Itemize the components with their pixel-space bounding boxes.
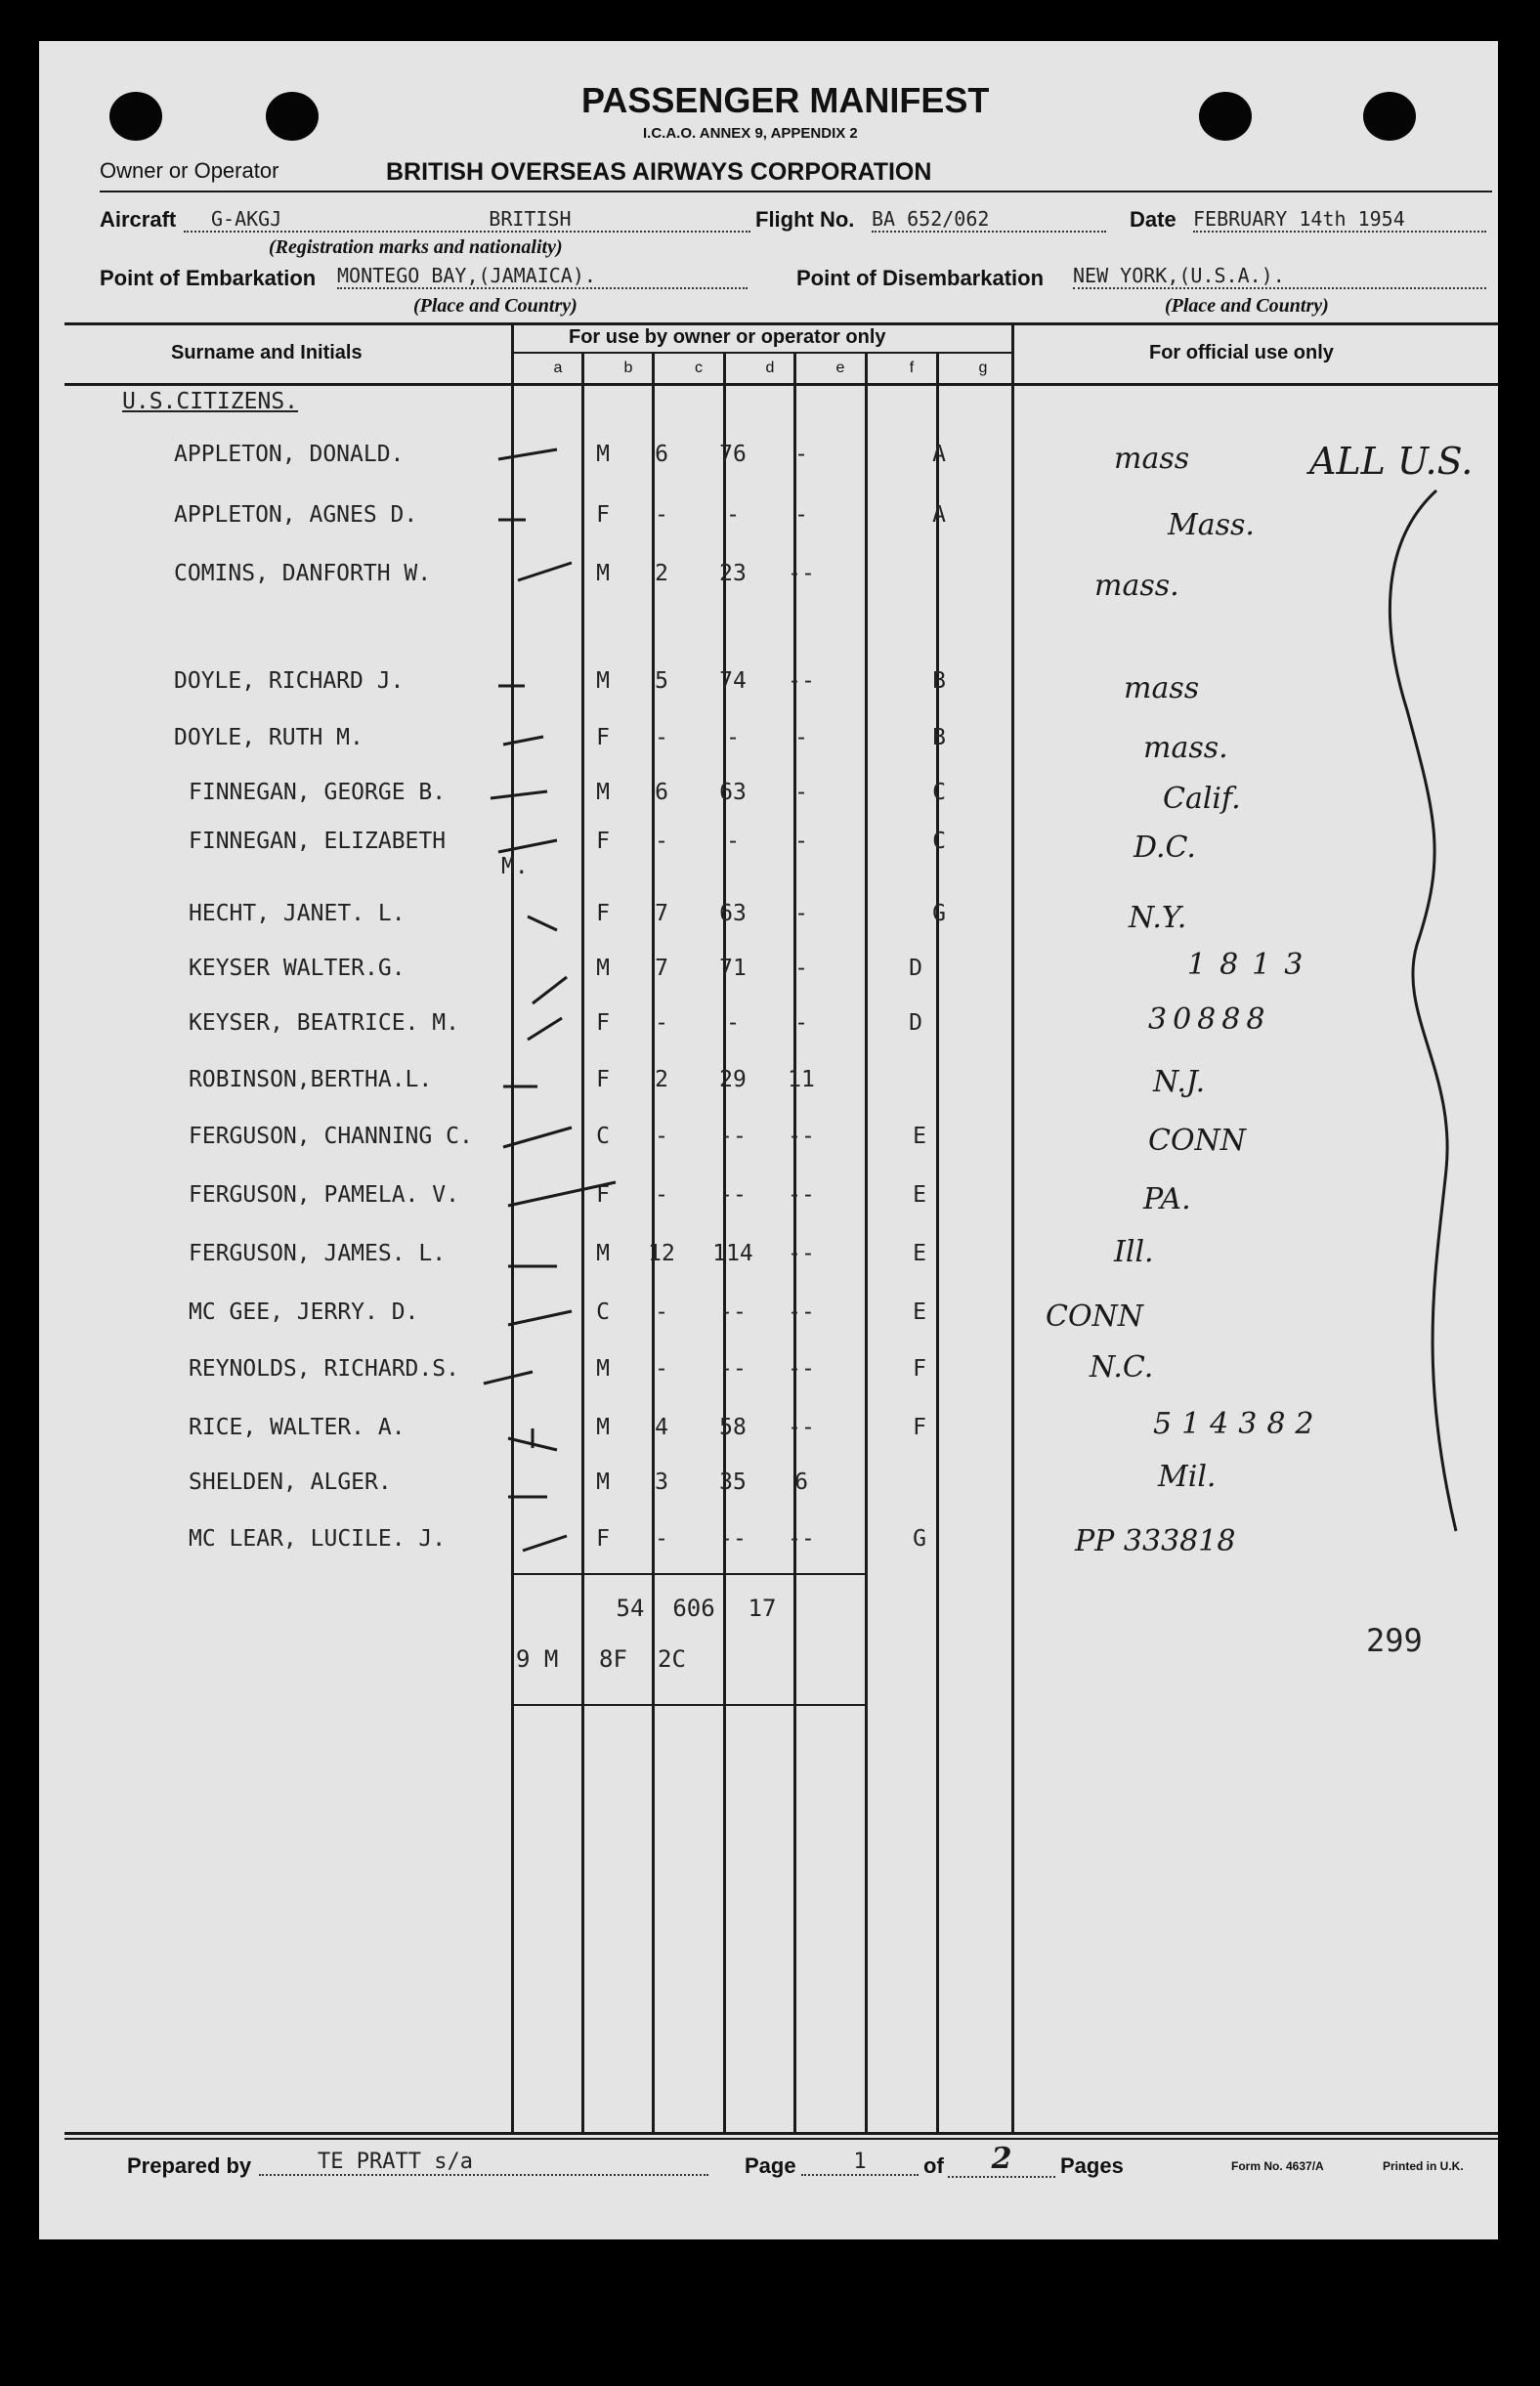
registration-caption: (Registration marks and nationality) — [269, 236, 563, 258]
cell-f: F — [913, 1356, 926, 1382]
cell-a: C — [596, 1300, 610, 1325]
of-label: of — [923, 2153, 944, 2178]
cell-f: A — [932, 442, 946, 467]
cell-d: - — [794, 780, 808, 805]
passenger-name: SHELDEN, ALGER. — [189, 1470, 392, 1495]
cell-c: 23 — [719, 561, 747, 586]
col-g-header: g — [978, 360, 988, 376]
page-label: Page — [745, 2153, 796, 2178]
all-us-note: ALL U.S. — [1309, 440, 1474, 483]
total-children: 2C — [658, 1645, 686, 1673]
official-note: Mass. — [1168, 508, 1255, 542]
pages-label: Pages — [1060, 2153, 1124, 2178]
cell-a: F — [596, 1010, 610, 1036]
cell-a: F — [596, 1067, 610, 1092]
passenger-name: DOYLE, RICHARD J. — [174, 668, 405, 694]
passenger-name: DOYLE, RUTH M. — [174, 725, 364, 750]
cell-c: -- — [719, 1356, 747, 1382]
cell-a: F — [596, 1182, 610, 1208]
cell-a: M — [596, 1356, 610, 1382]
cell-d: - — [794, 502, 808, 528]
official-note: mass. — [1143, 731, 1228, 765]
col-d-header: d — [765, 360, 775, 376]
passenger-name: ROBINSON,BERTHA.L. — [189, 1067, 433, 1092]
cell-c: - — [726, 829, 740, 854]
cell-b: 6 — [655, 780, 668, 805]
operator-header: For use by owner or operator only — [569, 326, 886, 348]
cell-f: C — [932, 829, 946, 854]
cell-c: 71 — [719, 956, 747, 981]
passenger-name: KEYSER WALTER.G. — [189, 956, 406, 981]
disembarkation-value: NEW YORK,(U.S.A.). — [1073, 264, 1486, 289]
manifest-title: PASSENGER MANIFEST — [581, 80, 990, 120]
total-c: 606 — [672, 1595, 715, 1622]
passenger-name: FINNEGAN, GEORGE B. — [189, 780, 447, 805]
col-c-header: c — [695, 360, 703, 376]
official-note: N.C. — [1090, 1350, 1154, 1385]
cell-f: B — [932, 725, 946, 750]
official-note: mass — [1124, 671, 1200, 705]
total-female: 8F — [599, 1645, 627, 1673]
cell-f: D — [909, 1010, 922, 1036]
cell-b: 6 — [655, 442, 668, 467]
cell-b: - — [655, 1182, 668, 1208]
cell-b: - — [655, 502, 668, 528]
passenger-name: REYNOLDS, RICHARD.S. — [189, 1356, 459, 1382]
embarkation-label: Point of Embarkation — [100, 266, 317, 290]
cell-a: F — [596, 725, 610, 750]
flight-value: BA 652/062 — [872, 207, 1106, 233]
cell-b: - — [655, 1010, 668, 1036]
cell-d: -- — [788, 1124, 815, 1149]
cell-a: M — [596, 1470, 610, 1495]
manifest-page — [39, 41, 1498, 2239]
passenger-name: FERGUSON, PAMELA. V. — [189, 1182, 459, 1208]
embarkation-value: MONTEGO BAY,(JAMAICA). — [337, 264, 748, 289]
cell-d: - — [794, 442, 808, 467]
cell-d: - — [794, 829, 808, 854]
cell-b: - — [655, 829, 668, 854]
cell-f: C — [932, 780, 946, 805]
cell-f: A — [932, 502, 946, 528]
official-note: mass. — [1094, 569, 1179, 603]
cell-a: F — [596, 901, 610, 926]
total-d: 17 — [748, 1595, 777, 1622]
official-note: Mil. — [1158, 1460, 1217, 1494]
form-number: Form No. 4637/A — [1231, 2159, 1324, 2173]
cell-d: -- — [788, 668, 815, 694]
group-label: U.S.CITIZENS. — [122, 389, 299, 414]
cell-a: M — [596, 668, 610, 694]
cell-b: - — [655, 1526, 668, 1552]
total-b: 54 — [616, 1595, 645, 1622]
cell-b: 5 — [655, 668, 668, 694]
official-note: 30888 — [1148, 1002, 1271, 1037]
col-e-header: e — [835, 360, 845, 376]
place-caption-left: (Place and Country) — [413, 295, 578, 317]
date-value: FEBRUARY 14th 1954 — [1193, 207, 1486, 233]
official-note: Calif. — [1163, 782, 1241, 816]
cell-f: G — [913, 1526, 926, 1552]
prepared-label: Prepared by — [127, 2153, 252, 2178]
passenger-name: FERGUSON, CHANNING C. — [189, 1124, 473, 1149]
official-header: For official use only — [1149, 342, 1334, 363]
official-note: N.J. — [1153, 1065, 1206, 1099]
official-note: D.C. — [1134, 831, 1196, 865]
cell-c: 29 — [719, 1067, 747, 1092]
col-a-header: a — [553, 360, 563, 376]
cell-b: 2 — [655, 561, 668, 586]
total-male: 9 M — [516, 1645, 559, 1673]
cell-a: C — [596, 1124, 610, 1149]
cell-d: - — [794, 956, 808, 981]
cell-c: 35 — [719, 1470, 747, 1495]
cell-a: M — [596, 442, 610, 467]
cell-b: - — [655, 1356, 668, 1382]
cell-b: 12 — [648, 1241, 675, 1266]
cell-d: - — [794, 901, 808, 926]
cell-c: 63 — [719, 780, 747, 805]
cell-c: - — [726, 725, 740, 750]
place-caption-right: (Place and Country) — [1165, 295, 1329, 317]
cell-b: - — [655, 725, 668, 750]
passenger-name: FERGUSON, JAMES. L. — [189, 1241, 447, 1266]
cell-c: 76 — [719, 442, 747, 467]
cell-c: -- — [719, 1124, 747, 1149]
cell-a: F — [596, 1526, 610, 1552]
col-b-header: b — [623, 360, 633, 376]
cell-c: 63 — [719, 901, 747, 926]
prepared-value: TE PRATT s/a — [259, 2150, 708, 2176]
passenger-name-continuation: M. — [501, 854, 529, 879]
cell-b: 7 — [655, 956, 668, 981]
cell-b: 2 — [655, 1067, 668, 1092]
cell-c: 74 — [719, 668, 747, 694]
owner-label: Owner or Operator — [100, 158, 279, 183]
cell-f: E — [913, 1124, 926, 1149]
cell-d: 11 — [788, 1067, 815, 1092]
official-note: PP 333818 — [1075, 1524, 1236, 1558]
cell-f: F — [913, 1415, 926, 1440]
cell-b: 3 — [655, 1470, 668, 1495]
official-note: mass — [1114, 442, 1190, 476]
manifest-subtitle: I.C.A.O. ANNEX 9, APPENDIX 2 — [643, 125, 858, 142]
cell-f: D — [909, 956, 922, 981]
disembarkation-label: Point of Disembarkation — [796, 266, 1045, 290]
flight-label: Flight No. — [755, 207, 855, 232]
cell-d: -- — [788, 1241, 815, 1266]
cell-f: G — [932, 901, 946, 926]
passenger-name: MC LEAR, LUCILE. J. — [189, 1526, 447, 1552]
passenger-name: KEYSER, BEATRICE. M. — [189, 1010, 459, 1036]
cell-d: -- — [788, 1300, 815, 1325]
passenger-name: APPLETON, DONALD. — [174, 442, 405, 467]
official-note: 1813 — [1187, 948, 1317, 982]
cell-a: M — [596, 1241, 610, 1266]
cell-d: 6 — [794, 1470, 808, 1495]
passenger-name: APPLETON, AGNES D. — [174, 502, 418, 528]
aircraft-field: G-AKGJ BRITISH — [184, 207, 750, 233]
cell-d: -- — [788, 1526, 815, 1552]
cell-b: 7 — [655, 901, 668, 926]
cell-c: 58 — [719, 1415, 747, 1440]
date-label: Date — [1130, 207, 1176, 232]
official-note: PA. — [1143, 1182, 1191, 1216]
surname-header: Surname and Initials — [171, 342, 363, 363]
passenger-name: FINNEGAN, ELIZABETH — [189, 829, 447, 854]
cell-f: E — [913, 1241, 926, 1266]
cell-c: - — [726, 502, 740, 528]
cell-f: E — [913, 1300, 926, 1325]
passenger-name: MC GEE, JERRY. D. — [189, 1300, 419, 1325]
cell-b: - — [655, 1300, 668, 1325]
official-note: N.Y. — [1129, 901, 1187, 935]
cell-b: - — [655, 1124, 668, 1149]
cell-a: M — [596, 561, 610, 586]
brace-mark — [1378, 486, 1466, 1541]
page-value: 1 — [801, 2150, 919, 2176]
passenger-name: HECHT, JANET. L. — [189, 901, 406, 926]
official-note: CONN — [1046, 1300, 1144, 1334]
cell-d: - — [794, 725, 808, 750]
col-f-header: f — [909, 360, 915, 376]
owner-value: BRITISH OVERSEAS AIRWAYS CORPORATION — [386, 158, 932, 186]
official-note: Ill. — [1114, 1235, 1154, 1269]
tick-marks — [39, 41, 1498, 2239]
cell-c: -- — [719, 1526, 747, 1552]
cell-a: M — [596, 1415, 610, 1440]
cell-d: -- — [788, 1415, 815, 1440]
cell-f: E — [913, 1182, 926, 1208]
cell-c: - — [726, 1010, 740, 1036]
cell-a: M — [596, 956, 610, 981]
cell-c: -- — [719, 1182, 747, 1208]
cell-d: -- — [788, 1182, 815, 1208]
passenger-name: RICE, WALTER. A. — [189, 1415, 406, 1440]
cell-d: - — [794, 1010, 808, 1036]
page-number-note: 299 — [1366, 1622, 1423, 1659]
printed-in: Printed in U.K. — [1383, 2159, 1464, 2173]
cell-c: -- — [719, 1300, 747, 1325]
passenger-name: COMINS, DANFORTH W. — [174, 561, 432, 586]
cell-c: 114 — [712, 1241, 753, 1266]
cell-a: F — [596, 829, 610, 854]
cell-f: B — [932, 668, 946, 694]
cell-b: 4 — [655, 1415, 668, 1440]
of-value: 2 — [948, 2142, 1055, 2178]
cell-d: -- — [788, 1356, 815, 1382]
official-note: CONN — [1148, 1124, 1247, 1158]
official-note: 514382 — [1153, 1407, 1324, 1441]
cell-a: M — [596, 780, 610, 805]
aircraft-label: Aircraft — [100, 207, 177, 232]
cell-a: F — [596, 502, 610, 528]
cell-d: -- — [788, 561, 815, 586]
